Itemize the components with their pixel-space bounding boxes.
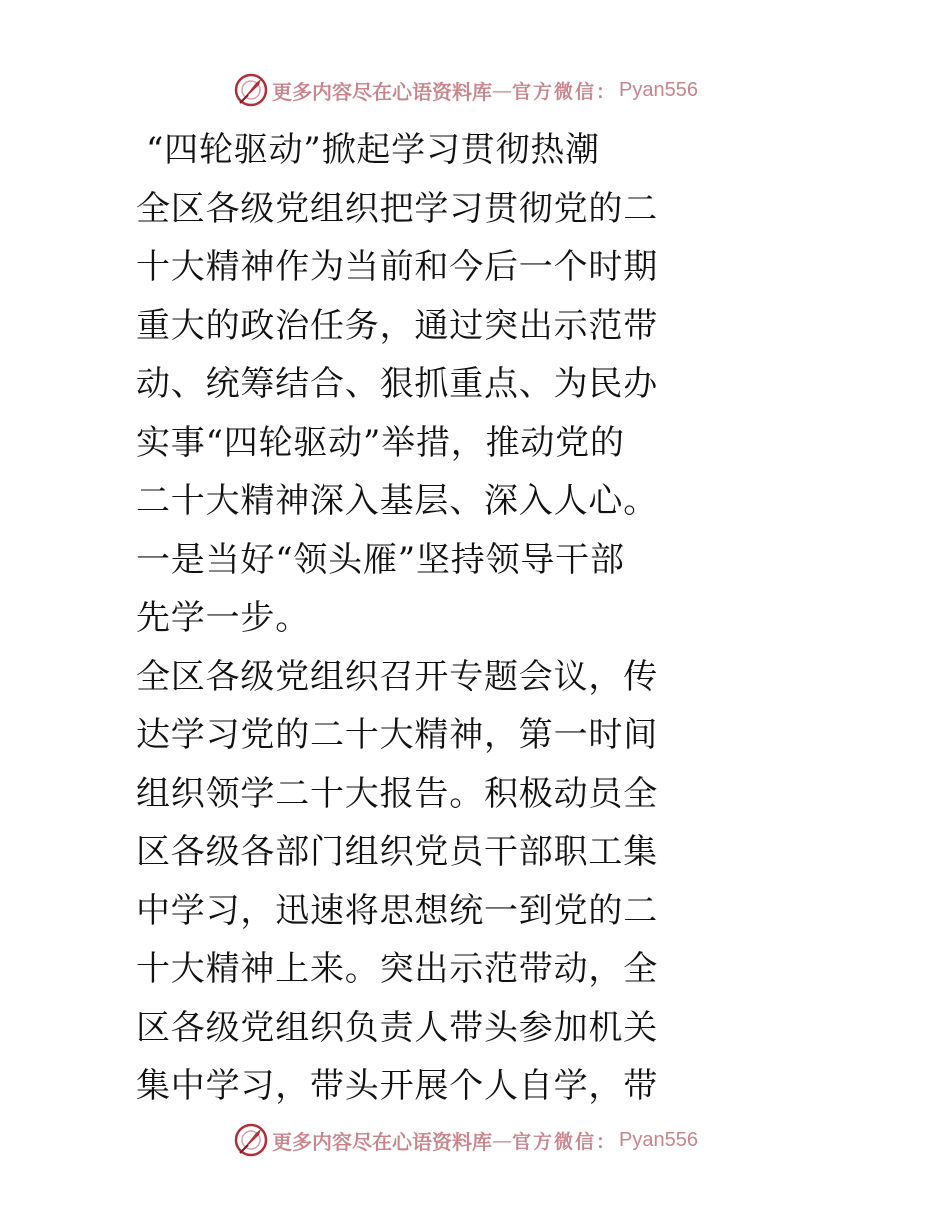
watermark-separator: —: [492, 78, 512, 102]
body-line: 十大精神作为当前和今后一个时期: [136, 247, 658, 287]
body-line: 区各级各部门组织党员干部职工集: [136, 832, 658, 872]
body-line: 二十大精神深入基层、深入人心。: [136, 481, 658, 521]
body-line: 组织领学二十大报告。积极动员全: [136, 773, 658, 814]
watermark-wechat-label: 官方微信：: [512, 1130, 618, 1153]
body-line: 全区各级党组织把学习贯彻党的二: [136, 188, 658, 229]
body-line: 重大的政治任务，通过突出示范带: [136, 305, 658, 346]
body-line: 全区各级党组织召开专题会议，传: [136, 656, 658, 697]
document-title: “四轮驱动”掀起学习贯彻热潮: [146, 130, 600, 170]
body-line: 动、统筹结合、狠抓重点、为民办: [136, 364, 658, 404]
watermark-wechat-label: 官方微信：: [512, 80, 618, 103]
header-watermark: [234, 72, 698, 108]
footer-watermark: [234, 1122, 698, 1158]
watermark-separator: —: [492, 1128, 512, 1152]
watermark-wechat-id: Pyan556: [619, 1128, 698, 1151]
watermark-main-text: 更多内容尽在心语资料库: [272, 79, 492, 104]
body-line: 先学一步。: [136, 598, 310, 638]
body-line: 达学习党的二十大精神，第一时间: [136, 715, 658, 755]
quill-logo-icon: [234, 1123, 268, 1157]
watermark-main-text: 更多内容尽在心语资料库: [272, 1129, 492, 1154]
watermark-wechat-id: Pyan556: [619, 78, 698, 101]
body-line: 集中学习，带头开展个人自学，带: [136, 1066, 658, 1106]
body-line: 十大精神上来。突出示范带动，全: [136, 949, 658, 989]
document-body: [136, 121, 658, 1116]
quill-logo-icon: [234, 73, 268, 107]
body-line: 实事“四轮驱动”举措，推动党的: [136, 422, 625, 463]
body-line: 区各级党组织负责人带头参加机关: [136, 1007, 658, 1048]
body-line: 中学习，迅速将思想统一到党的二: [136, 890, 658, 931]
body-line: 一是当好“领头雁”坚持领导干部: [136, 539, 625, 580]
